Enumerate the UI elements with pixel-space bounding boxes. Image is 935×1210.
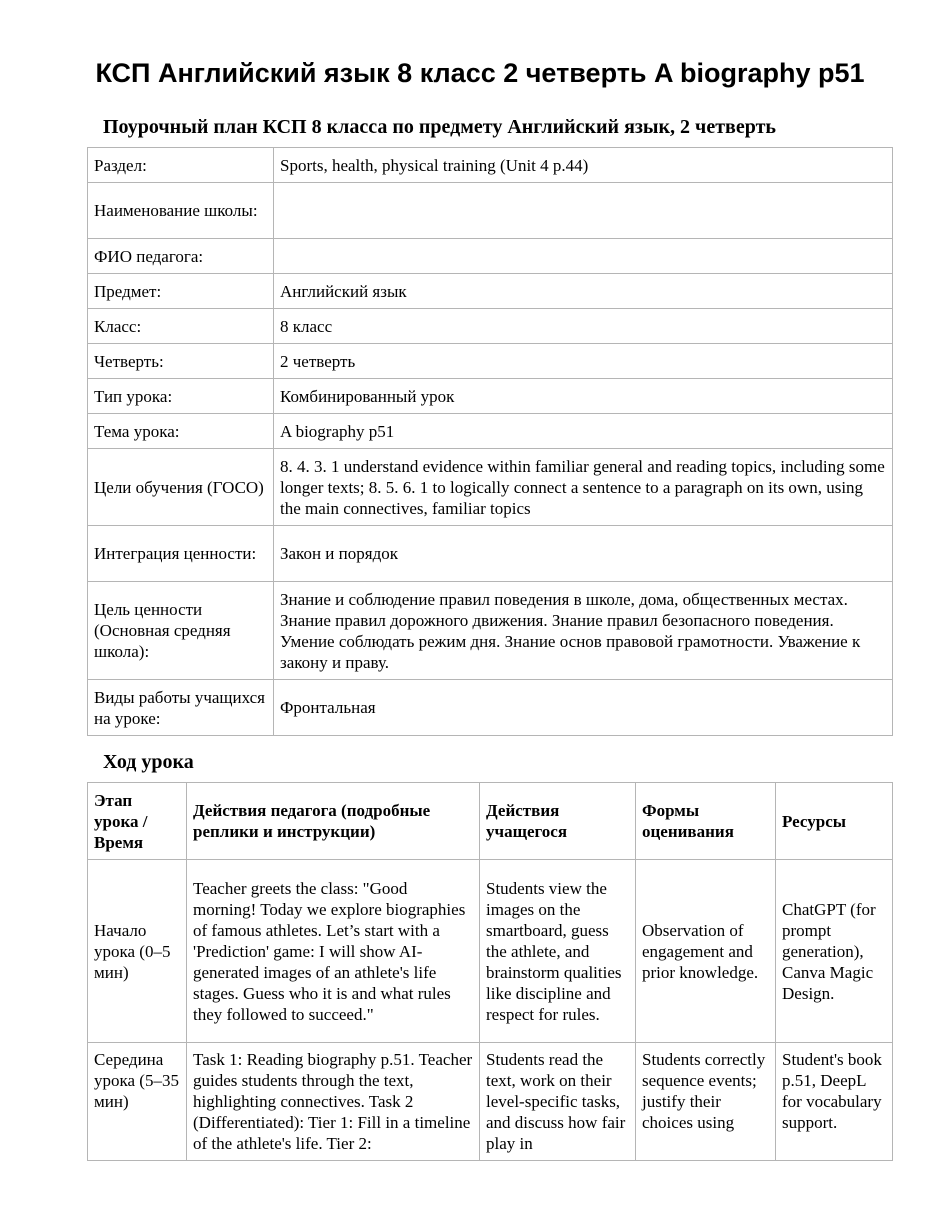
stage-cell: Середина урока (5–35 мин) [88, 1043, 187, 1161]
row-value: 8 класс [274, 309, 893, 344]
row-label: Класс: [88, 309, 274, 344]
row-value [274, 183, 893, 239]
row-label: Тип урока: [88, 379, 274, 414]
row-value: 8. 4. 3. 1 understand evidence within familiar general and reading topics, including some longer texts; 8. 5. 6. 1 to logically connect a sentence to a paragraph on its own, using the main connectives, familiar topics [274, 449, 893, 526]
row-label: Четверть: [88, 344, 274, 379]
row-value: 2 четверть [274, 344, 893, 379]
table-row [88, 860, 893, 1043]
table-header-row [88, 783, 893, 860]
table-row [88, 309, 893, 344]
row-value: Комбинированный урок [274, 379, 893, 414]
table-row [88, 680, 893, 736]
row-label: Цели обучения (ГОСО) [88, 449, 274, 526]
table-row [88, 1043, 893, 1161]
assessment-cell: Observation of engagement and prior knowledge. [636, 860, 776, 1043]
table-row [88, 148, 893, 183]
row-value: Sports, health, physical training (Unit 4 p.44) [274, 148, 893, 183]
table-row [88, 379, 893, 414]
table-row [88, 239, 893, 274]
resources-cell: ChatGPT (for prompt generation), Canva Magic Design. [776, 860, 893, 1043]
row-value: Фронтальная [274, 680, 893, 736]
plan-heading: Поурочный план КСП 8 класса по предмету Английский язык, 2 четверть [103, 116, 776, 138]
row-value: Знание и соблюдение правил поведения в школе, дома, общественных местах. Знание правил дорожного движения. Знание правил безопасного поведения. Умение соблюдать режим дня. Знание основ правовой грамотности. Уважение к закону и праву. [274, 582, 893, 680]
table-row [88, 526, 893, 582]
row-label: Предмет: [88, 274, 274, 309]
row-value: Английский язык [274, 274, 893, 309]
student-actions-cell: Students read the text, work on their level-specific tasks, and discuss how fair play in [480, 1043, 636, 1161]
table-row [88, 449, 893, 526]
row-value: A biography p51 [274, 414, 893, 449]
row-value [274, 239, 893, 274]
table-row [88, 274, 893, 309]
column-header-teacher-actions: Действия педагога (подробные реплики и инструкции) [187, 783, 480, 860]
lesson-info-table [87, 147, 893, 736]
column-header-resources: Ресурсы [776, 783, 893, 860]
column-header-assessment: Формы оценивания [636, 783, 776, 860]
row-label: Виды работы учащихся на уроке: [88, 680, 274, 736]
table-row [88, 582, 893, 680]
row-label: Тема урока: [88, 414, 274, 449]
page-title: КСП Английский язык 8 класс 2 четверть A biography p51 [95, 58, 865, 88]
table-row [88, 344, 893, 379]
row-label: Интеграция ценности: [88, 526, 274, 582]
teacher-actions-cell: Task 1: Reading biography p.51. Teacher guides students through the text, highlighting connectives. Task 2 (Differentiated): Tier 1: Fill in a timeline of the athlete's life. Tier 2: [187, 1043, 480, 1161]
row-label: Наименование школы: [88, 183, 274, 239]
table-row [88, 414, 893, 449]
row-label: Цель ценности (Основная средняя школа): [88, 582, 274, 680]
lesson-heading: Ход урока [103, 751, 194, 773]
row-label: ФИО педагога: [88, 239, 274, 274]
stage-cell: Начало урока (0–5 мин) [88, 860, 187, 1043]
table-row [88, 183, 893, 239]
row-label: Раздел: [88, 148, 274, 183]
teacher-actions-cell: Teacher greets the class: "Good morning! Today we explore biographies of famous athletes. Let’s start with a 'Prediction' game: I will show AI-generated images of an athlete's life stages. Guess who it is and what rules they followed to succeed." [187, 860, 480, 1043]
column-header-student-actions: Действия учащегося [480, 783, 636, 860]
student-actions-cell: Students view the images on the smartboard, guess the athlete, and brainstorm qualities like discipline and respect for rules. [480, 860, 636, 1043]
lesson-flow-table [87, 782, 893, 1161]
assessment-cell: Students correctly sequence events; justify their choices using [636, 1043, 776, 1161]
row-value: Закон и порядок [274, 526, 893, 582]
column-header-stage: Этап урока / Время [88, 783, 187, 860]
resources-cell: Student's book p.51, DeepL for vocabulary support. [776, 1043, 893, 1161]
